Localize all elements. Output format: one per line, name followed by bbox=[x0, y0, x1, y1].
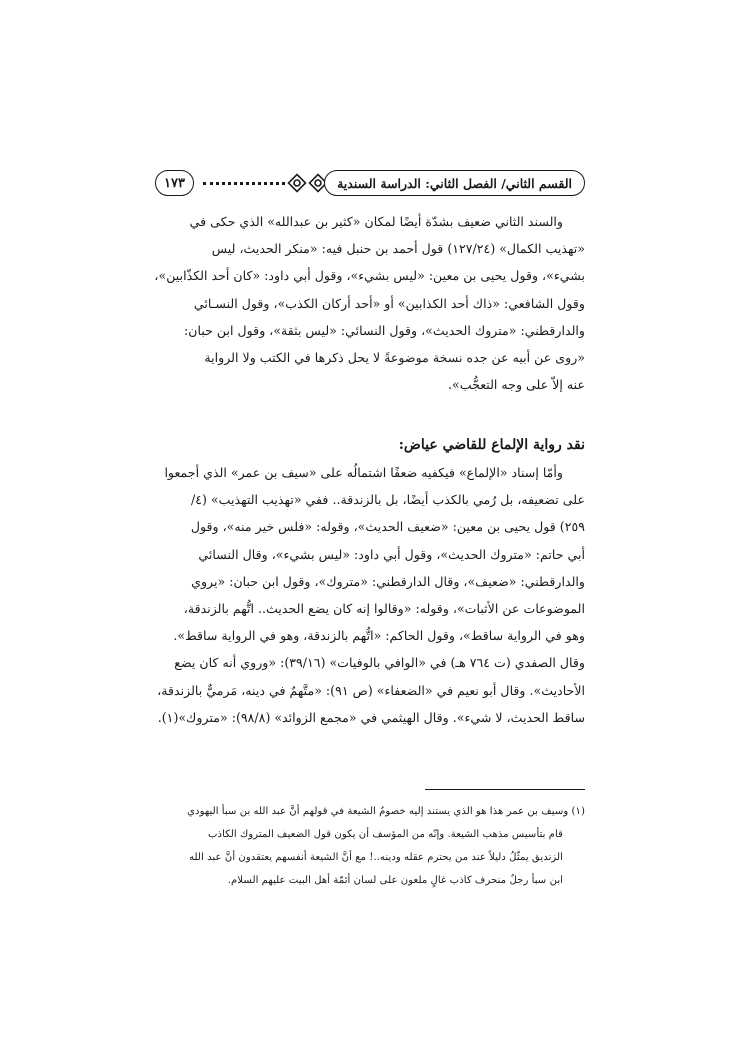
text-line: «روى عن أبيه عن جده نسخة موضوعةً لا يحل ذكرها في الكتب ولا الرواية bbox=[204, 349, 585, 365]
text-line: على تضعيفه، بل رُمي بالكذب أيضًا، بل بالزندقة.. ففي «تهذيب التهذيب» (٤/ bbox=[190, 492, 585, 508]
page-number: ١٧٣ bbox=[155, 170, 194, 196]
text-line: الموضوعات عن الأثبات»، وقوله: «وقالوا إنه كان يضع الحديث.. اتُّهم بالزندقة، bbox=[183, 600, 585, 616]
footnote-line: ابن سبأ رجلٌ منحرف كاذب غالٍ ملعون على لسان أئمّة أهل البيت عليهم السلام. bbox=[227, 875, 563, 886]
text-line: والدارقطني: «ضعيف»، وقال الدارقطني: «متروك»، وقول ابن حبان: «يروي bbox=[191, 573, 585, 589]
text-line: والدارقطني: «متروك الحديث»، وقول النسائي: «ليس بثقة»، وقول ابن حبان: bbox=[184, 322, 585, 338]
text-line: والسند الثاني ضعيف بشدّة أيضًا لمكان «كثير بن عبدالله» الذي حكى في bbox=[189, 214, 563, 229]
text-line: عنه إلاّ على وجه التعجُّب». bbox=[448, 377, 585, 393]
text-line: «تهذيب الكمال» (١٢٧/٢٤) قول أحمد بن حنبل فيه: «منكر الحديث، ليس bbox=[211, 241, 585, 257]
footnote-line: (١) وسيف بن عمر هذا هو الذي يستند إليه خصومُ الشيعة في قولهم أنَّ عبد الله بن سبأ اليهودي bbox=[187, 806, 585, 817]
chapter-title: القسم الثاني/ الفصل الثاني: الدراسة السندية bbox=[324, 170, 585, 196]
header-dotted-line bbox=[203, 182, 285, 185]
paragraph-kathir bbox=[154, 208, 585, 398]
text-line: وأمّا إسناد «الإلماع» فيكفيه ضعفًا اشتمالُه على «سيف بن عمر» الذي أجمعوا bbox=[164, 465, 563, 480]
footnotes bbox=[160, 800, 585, 892]
page-header bbox=[155, 170, 585, 196]
text-line: وهو في الرواية ساقط»، وقول الحاكم: «اتُّهم بالزندقة، وهو في الرواية ساقط». bbox=[173, 628, 585, 644]
text-line: ساقط الحديث، لا شيء». وقال الهيثمي في «مجمع الزوائد» (٩٨/٨): «متروك»(١). bbox=[157, 709, 585, 725]
text-line: الأحاديث». وقال أبو نعيم في «الضعفاء» (ص ٩١): «متَّهمٌ في دينه، مَرميٌّ بالزندقة، bbox=[157, 682, 585, 698]
footnote-line: الزنديق يمثّلُ دليلاً عند من يحترم عقله ودينه..! مع أنَّ الشيعة أنفسهم يعتقدون أنَّ عبد الله bbox=[189, 852, 563, 863]
text-line: وقال الصفدي (ت ٧٦٤ هـ) في «الوافي بالوفيات» (٣٩/١٦): «وروي أنه كان يضع bbox=[174, 655, 585, 671]
text-line: ٢٥٩) قول يحيى بن معين: «ضعيف الحديث»، وقوله: «فلس خير منه»، وقول bbox=[190, 519, 585, 535]
text-line: بشيء»، وقول يحيى بن معين: «ليس بشيء»، وقول أبي داود: «كان أحد الكذّابين»، bbox=[154, 268, 585, 284]
section-heading: نقد رواية الإلماع للقاضي عياض: bbox=[398, 437, 585, 453]
paragraph-sayf bbox=[157, 459, 585, 731]
text-line: أبي حاتم: «متروك الحديث»، وقول أبي داود: «ليس بشيء»، وقال النسائي bbox=[198, 546, 585, 562]
text-line: وقول الشافعي: «ذاك أحد الكذابين» أو «أحد أركان الكذب»، وقول النسـائي bbox=[193, 295, 585, 311]
footnote-line: قام بتأسيس مذهب الشيعة. وإنّه من المؤسف أن يكون قول الضعيف المتروك الكاذب bbox=[207, 829, 563, 840]
footnote-divider bbox=[425, 789, 585, 790]
